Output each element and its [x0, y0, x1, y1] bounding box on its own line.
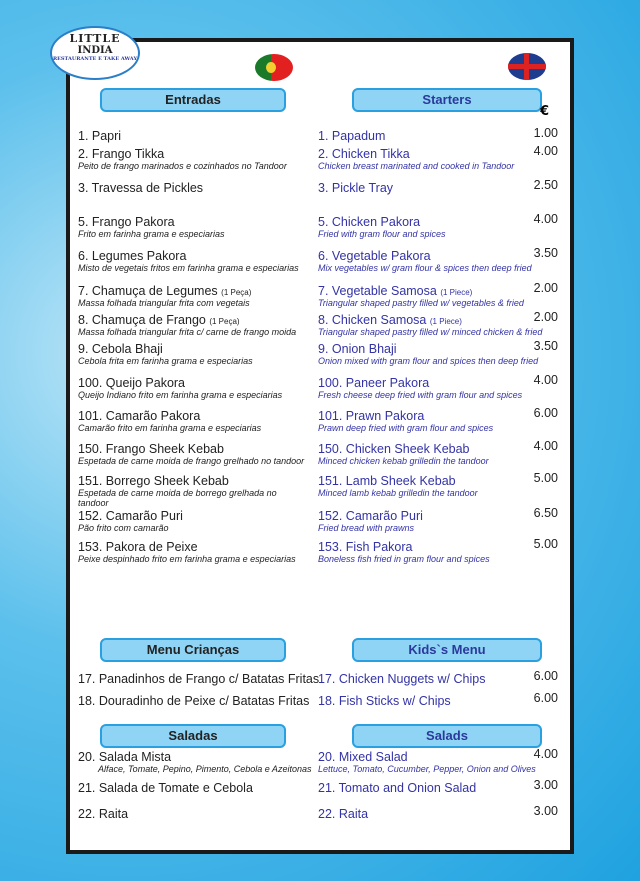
item-price-text: 5.00 [533, 537, 558, 551]
item-name-en [318, 181, 393, 195]
portion-note: (1 Piece) [440, 288, 473, 297]
item-name-pt-text: 21. Salada de Tomate e Cebola [78, 781, 253, 795]
item-name-pt [78, 807, 128, 821]
item-desc-en [318, 161, 514, 171]
item-name-en [318, 509, 423, 523]
item-price-text: 2.00 [533, 281, 558, 295]
item-name-pt-text: 8. Chamuça de Frango [78, 313, 206, 327]
item-name-en [318, 781, 476, 795]
item-name-pt [78, 249, 186, 263]
item-name-pt [78, 442, 224, 456]
item-name-pt [78, 313, 240, 327]
item-desc-en [318, 764, 536, 774]
item-desc-pt [98, 764, 328, 774]
currency-symbol: € [540, 104, 550, 119]
item-price [534, 281, 558, 295]
item-desc-en-text: Minced chicken kebab grilledin the tandoor [318, 456, 489, 466]
item-name-en [318, 129, 385, 143]
item-price [534, 212, 558, 226]
item-desc-en-text: Minced lamb kebab grilledin the tandoor [318, 488, 478, 498]
item-name-pt [78, 509, 183, 523]
item-desc-pt [78, 263, 308, 273]
item-name-en-text: 22. Raita [318, 807, 369, 821]
item-desc-pt [78, 298, 308, 308]
logo-line1: LITTLE [69, 32, 121, 45]
header-entradas: Entradas [100, 88, 286, 112]
item-name-en [318, 807, 368, 821]
item-price-text: 3.50 [533, 246, 558, 260]
item-name-en-text: 7. Vegetable Samosa [318, 284, 437, 298]
item-desc-pt-text: Peixe despinhado frito em farinha grama e especiarias [78, 554, 296, 564]
item-desc-en [318, 554, 490, 564]
item-desc-pt-text: Peito de frango marinados e cozinhados no Tandoor [78, 161, 287, 171]
item-name-pt-text: 9. Cebola Bhaji [78, 342, 163, 356]
item-name-en-text: 3. Pickle Tray [318, 181, 394, 195]
item-desc-en-text: Boneless fish fried in gram flour and spices [318, 554, 490, 564]
item-name-en [318, 409, 424, 423]
item-desc-pt-text: Misto de vegetais fritos em farinha grama e especiarias [78, 263, 299, 273]
item-name-pt [78, 694, 309, 708]
item-desc-pt [78, 488, 308, 508]
item-price [534, 439, 558, 453]
header-kids-menu: Kids`s Menu [352, 638, 542, 662]
item-desc-en [318, 456, 489, 466]
item-desc-en-text: Onion mixed with gram flour and spices then deep fried [318, 356, 539, 366]
header-starters: Starters [352, 88, 542, 112]
item-name-en-text: 9. Onion Bhaji [318, 342, 397, 356]
item-name-en-text: 21. Tomato and Onion Salad [318, 781, 477, 795]
item-desc-pt-text: Massa folhada triangular frita c/ carne de frango moida [78, 327, 297, 337]
item-desc-pt [78, 327, 308, 337]
item-name-pt-text: 1. Papri [78, 129, 122, 143]
item-desc-en [318, 263, 532, 273]
item-name-en-text: 6. Vegetable Pakora [318, 249, 431, 263]
item-desc-en [318, 327, 542, 337]
item-price-text: 4.00 [533, 747, 558, 761]
item-name-pt [78, 215, 175, 229]
item-desc-pt-text: Camarão frito em farinha grama e especiarias [78, 423, 262, 433]
item-price-text: 3.00 [533, 804, 558, 818]
header-salads: Salads [352, 724, 542, 748]
item-desc-en [318, 488, 478, 498]
item-price [534, 246, 558, 260]
item-price [534, 778, 558, 792]
item-name-pt-text: 20. Salada Mista [78, 750, 172, 764]
item-price-text: 2.50 [533, 178, 558, 192]
item-desc-pt [78, 554, 308, 564]
item-desc-pt [78, 161, 308, 171]
item-name-pt-text: 2. Frango Tikka [78, 147, 165, 161]
item-name-en [318, 249, 431, 263]
item-name-en-text: 153. Fish Pakora [318, 540, 413, 554]
item-name-pt-text: 7. Chamuça de Legumes [78, 284, 218, 298]
item-desc-en-text: Prawn deep fried with gram flour and spices [318, 423, 494, 433]
portion-note: (1 Peça) [221, 288, 252, 297]
item-name-en [318, 750, 408, 764]
item-name-en [318, 540, 413, 554]
item-price [534, 669, 558, 683]
item-name-en-text: 1. Papadum [318, 129, 386, 143]
item-name-pt [78, 129, 121, 143]
item-price-text: 6.00 [533, 669, 558, 683]
item-desc-pt [78, 423, 308, 433]
item-name-pt [78, 672, 319, 686]
item-price [534, 178, 558, 192]
item-name-en [318, 442, 470, 456]
item-name-en [318, 672, 485, 686]
item-price-text: 2.00 [533, 310, 558, 324]
item-name-en [318, 215, 420, 229]
item-price-text: 1.00 [533, 126, 558, 140]
item-price-text: 5.00 [533, 471, 558, 485]
item-desc-en-text: Fried bread with prawns [318, 523, 415, 533]
item-price [534, 691, 558, 705]
item-desc-pt [78, 390, 308, 400]
item-desc-pt-text: Espetada de carne moida de borrego grelhada no tandoor [78, 488, 277, 508]
item-price [534, 339, 558, 353]
item-name-pt [78, 376, 185, 390]
item-name-pt-text: 150. Frango Sheek Kebab [78, 442, 224, 456]
item-desc-pt-text: Queijo Indiano frito em farinha grama e especiarias [78, 390, 283, 400]
item-desc-en-text: Triangular shaped pastry filled w/ minced chicken & fried [318, 327, 543, 337]
logo-line2: INDIA [77, 45, 113, 56]
portion-note: (1 Piece) [429, 317, 462, 326]
item-desc-en [318, 423, 493, 433]
item-price [534, 144, 558, 158]
header-menu-criancas: Menu Crianças [100, 638, 286, 662]
item-price [534, 471, 558, 485]
uk-flag-icon [508, 53, 546, 80]
item-desc-pt-text: Massa folhada triangular frita com vegetais [78, 298, 250, 308]
item-price [534, 406, 558, 420]
item-price [534, 537, 558, 551]
item-name-pt-text: 153. Pakora de Peixe [78, 540, 198, 554]
item-price-text: 4.00 [533, 373, 558, 387]
item-name-en [318, 474, 456, 488]
item-name-pt [78, 750, 171, 764]
item-desc-pt-text: Cebola frita em farinha grama e especiarias [78, 356, 253, 366]
item-desc-en-text: Fresh cheese deep fried with gram flour and spices [318, 390, 523, 400]
item-name-pt-text: 18. Douradinho de Peixe c/ Batatas Fritas [78, 694, 310, 708]
item-name-en-text: 100. Paneer Pakora [318, 376, 430, 390]
item-name-pt [78, 284, 251, 298]
item-desc-pt-text: Espetada de carne moida de frango grelhado no tandoor [78, 456, 305, 466]
item-desc-pt-text: Pão frito com camarão [78, 523, 169, 533]
item-price [534, 126, 558, 140]
portugal-flag-icon [255, 54, 293, 81]
header-saladas: Saladas [100, 724, 286, 748]
item-price-text: 4.00 [533, 212, 558, 226]
logo-line3: RESTAURANTE E TAKE AWAY [52, 56, 138, 62]
item-price [534, 310, 558, 324]
item-desc-pt [78, 523, 308, 533]
item-name-pt [78, 474, 229, 488]
item-price [534, 506, 558, 520]
item-desc-pt [78, 356, 308, 366]
item-name-pt [78, 781, 253, 795]
item-price-text: 3.50 [533, 339, 558, 353]
item-name-en [318, 284, 472, 298]
item-name-en [318, 313, 462, 327]
item-price-text: 6.00 [533, 691, 558, 705]
item-price-text: 6.00 [533, 406, 558, 420]
item-name-pt [78, 147, 164, 161]
item-name-en [318, 376, 429, 390]
item-desc-en-text: Chicken breast marinated and cooked in Tandoor [318, 161, 515, 171]
item-name-en-text: 18. Fish Sticks w/ Chips [318, 694, 451, 708]
item-price-text: 3.00 [533, 778, 558, 792]
item-name-en-text: 20. Mixed Salad [318, 750, 408, 764]
item-name-pt-text: 5. Frango Pakora [78, 215, 175, 229]
item-name-en-text: 101. Prawn Pakora [318, 409, 425, 423]
restaurant-logo [50, 26, 140, 80]
item-name-en [318, 694, 451, 708]
item-desc-en [318, 390, 522, 400]
item-desc-pt [78, 229, 308, 239]
item-name-pt-text: 22. Raita [78, 807, 129, 821]
item-price [534, 747, 558, 761]
item-name-en-text: 152. Camarão Puri [318, 509, 423, 523]
item-name-pt [78, 409, 200, 423]
item-name-en [318, 147, 410, 161]
item-desc-en-text: Lettuce, Tomato, Cucumber, Pepper, Onion and Olives [318, 764, 536, 774]
item-desc-en [318, 356, 538, 366]
item-name-en [318, 342, 397, 356]
item-desc-en [318, 523, 414, 533]
item-name-en-text: 8. Chicken Samosa [318, 313, 427, 327]
item-name-pt-text: 152. Camarão Puri [78, 509, 183, 523]
item-price-text: 4.00 [533, 439, 558, 453]
item-desc-pt-text: Frito em farinha grama e especiarias [78, 229, 225, 239]
item-name-pt-text: 17. Panadinhos de Frango c/ Batatas Fritas [78, 672, 320, 686]
item-name-pt-text: 6. Legumes Pakora [78, 249, 187, 263]
item-price-text: 6.50 [533, 506, 558, 520]
item-name-pt-text: 151. Borrego Sheek Kebab [78, 474, 229, 488]
portion-note: (1 Peça) [209, 317, 240, 326]
item-name-pt [78, 342, 163, 356]
item-name-en-text: 151. Lamb Sheek Kebab [318, 474, 456, 488]
item-desc-en-text: Mix vegetables w/ gram flour & spices then deep fried [318, 263, 532, 273]
item-desc-en [318, 229, 446, 239]
item-desc-pt-text: Alface, Tomate, Pepino, Pimento, Cebola e Azeitonas [98, 764, 312, 774]
item-price [534, 804, 558, 818]
item-desc-pt [78, 456, 308, 466]
item-desc-en-text: Triangular shaped pastry filled w/ vegetables & fried [318, 298, 524, 308]
item-name-en-text: 2. Chicken Tikka [318, 147, 410, 161]
item-name-pt [78, 540, 198, 554]
item-name-pt-text: 101. Camarão Pakora [78, 409, 201, 423]
item-name-pt-text: 100. Queijo Pakora [78, 376, 186, 390]
item-name-pt-text: 3. Travessa de Pickles [78, 181, 204, 195]
item-desc-en-text: Fried with gram flour and spices [318, 229, 446, 239]
item-desc-en [318, 298, 524, 308]
item-name-pt [78, 181, 203, 195]
item-price [534, 373, 558, 387]
item-name-en-text: 17. Chicken Nuggets w/ Chips [318, 672, 486, 686]
item-name-en-text: 5. Chicken Pakora [318, 215, 421, 229]
item-price-text: 4.00 [533, 144, 558, 158]
item-name-en-text: 150. Chicken Sheek Kebab [318, 442, 470, 456]
